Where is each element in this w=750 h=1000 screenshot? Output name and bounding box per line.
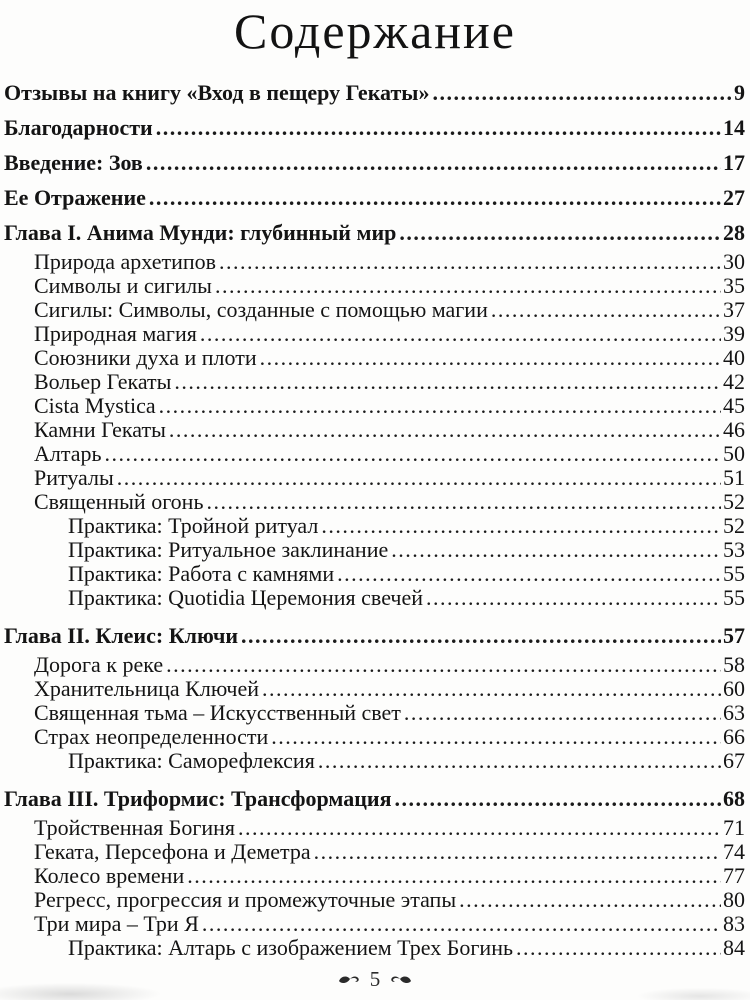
dot-leader (432, 81, 732, 105)
dot-leader (206, 490, 721, 514)
toc-entry-label: Тройственная Богиня (34, 815, 236, 840)
toc-entry-label: Глава II. Клеис: Ключи (4, 622, 239, 648)
dot-leader (459, 888, 721, 912)
toc-entry (4, 394, 745, 418)
floral-flourish-icon (388, 974, 412, 986)
footer-page-number: 5 (369, 967, 381, 991)
toc-entry-label: Благодарности (4, 114, 153, 140)
toc-entry (4, 442, 745, 466)
dot-leader (166, 653, 721, 677)
toc-entry-label: Три мира – Три Я (34, 911, 199, 936)
toc-entry (4, 274, 745, 298)
toc-entry (4, 653, 745, 677)
toc-entry (4, 864, 745, 888)
dot-leader (321, 514, 721, 538)
toc-entry-page-number: 27 (723, 184, 745, 210)
dot-leader (399, 221, 721, 245)
toc-entry-label: Камни Гекаты (34, 417, 166, 442)
toc-entry-page-number: 9 (734, 79, 745, 105)
toc-entry-page-number: 17 (723, 149, 745, 175)
toc-entry (4, 538, 745, 562)
dot-leader (394, 787, 721, 811)
toc-entry-page-number: 42 (723, 369, 745, 394)
toc-entry (4, 701, 745, 725)
dot-leader (260, 346, 721, 370)
toc-entry (4, 816, 745, 840)
toc-entry (4, 180, 745, 215)
toc-entry (4, 562, 745, 586)
dot-leader (404, 701, 721, 725)
toc-entry-page-number: 45 (723, 393, 745, 418)
toc-entry-page-number: 46 (723, 417, 745, 442)
toc-entry-page-number: 39 (723, 321, 745, 346)
toc-entry-page-number: 67 (723, 748, 745, 773)
toc-entry-label: Регресс, прогрессия и промежуточные этапы (34, 887, 457, 912)
dot-leader (117, 466, 721, 490)
toc-entry-page-number: 57 (723, 622, 745, 648)
dot-leader (314, 840, 721, 864)
toc-entry-label: Священный огонь (34, 489, 204, 514)
toc-entry (4, 936, 745, 960)
toc-entry-label: Практика: Ритуальное заклинание (68, 537, 389, 562)
floral-flourish-icon (338, 974, 362, 986)
toc-entry-page-number: 55 (723, 561, 745, 586)
dot-leader (200, 322, 721, 346)
toc-entry (4, 749, 745, 773)
toc-entry-page-number: 53 (723, 537, 745, 562)
dot-leader (159, 394, 721, 418)
toc-entry-page-number: 63 (723, 700, 745, 725)
toc-entry (4, 370, 745, 394)
dot-leader (156, 116, 721, 140)
toc-entry-label: Глава I. Анима Мунди: глубинный мир (4, 219, 397, 245)
dot-leader (202, 912, 721, 936)
toc-entry-page-number: 28 (723, 219, 745, 245)
toc-entry-label: Практика: Алтарь с изображением Трех Богинь (68, 935, 513, 960)
toc-entry-page-number: 37 (723, 297, 745, 322)
toc-entry-page-number: 52 (723, 513, 745, 538)
toc-entry-page-number: 40 (723, 345, 745, 370)
toc-entry-label: Геката, Персефона и Деметра (34, 839, 311, 864)
toc-entry (4, 677, 745, 701)
toc-entry (4, 618, 745, 653)
toc-entry-page-number: 35 (723, 273, 745, 298)
toc-entry-label: Практика: Работа с камнями (68, 561, 335, 586)
toc-entry-label: Природная магия (34, 321, 197, 346)
toc-entry-label: Хранительница Ключей (34, 676, 260, 701)
page-footer (0, 967, 750, 992)
toc-entry (4, 725, 745, 749)
dot-leader (215, 274, 721, 298)
dot-leader (491, 298, 721, 322)
toc-entry-label: Cista Mystica (34, 393, 156, 418)
toc-entry-page-number: 74 (723, 839, 745, 864)
toc-entry-label: Вольер Гекаты (34, 369, 172, 394)
dot-leader (241, 624, 721, 648)
toc-entry-page-number: 50 (723, 441, 745, 466)
dot-leader (146, 151, 721, 175)
toc-entry-label: Сигилы: Символы, созданные с помощью магии (34, 297, 488, 322)
toc-entry-page-number: 51 (723, 465, 745, 490)
toc-entry-label: Ритуалы (34, 465, 114, 490)
toc-entry (4, 912, 745, 936)
dot-leader (174, 370, 721, 394)
dot-leader (238, 816, 721, 840)
toc-entry-label: Природа архетипов (34, 249, 217, 274)
toc-entry-label: Дорога к реке (34, 652, 164, 677)
dot-leader (337, 562, 721, 586)
dot-leader (262, 677, 721, 701)
toc-entry-page-number: 55 (723, 585, 745, 610)
toc-entry-label: Глава III. Триформис: Трансформация (4, 785, 392, 811)
toc-entry-label: Алтарь (34, 441, 102, 466)
toc-entry (4, 888, 745, 912)
toc-entry-label: Колесо времени (34, 863, 185, 888)
toc-entry-page-number: 66 (723, 724, 745, 749)
dot-leader (391, 538, 721, 562)
toc-entry-page-number: 30 (723, 249, 745, 274)
dot-leader (169, 418, 721, 442)
toc-entry-page-number: 71 (723, 815, 745, 840)
toc-entry (4, 145, 745, 180)
toc-entry (4, 346, 745, 370)
dot-leader (516, 936, 721, 960)
toc-entry-page-number: 77 (723, 863, 745, 888)
toc-entry (4, 322, 745, 346)
toc-entry (4, 490, 745, 514)
dot-leader (318, 749, 721, 773)
toc-entry-label: Символы и сигилы (34, 273, 212, 298)
toc-entry (4, 514, 745, 538)
toc-entry-page-number: 83 (723, 911, 745, 936)
toc-entry-page-number: 84 (723, 935, 745, 960)
toc-entry-page-number: 60 (723, 676, 745, 701)
toc-entry-label: Практика: Тройной ритуал (68, 513, 319, 538)
toc-entry (4, 75, 745, 110)
toc-entry (4, 250, 745, 274)
toc-entry-label: Практика: Quotidia Церемония свечей (68, 585, 424, 610)
toc-entry (4, 110, 745, 145)
page-title: Содержание (234, 3, 516, 59)
toc-entry (4, 781, 745, 816)
toc-entry-label: Отзывы на книгу «Вход в пещеру Гекаты» (4, 79, 430, 105)
toc-entry-label: Союзники духа и плоти (34, 345, 257, 370)
toc-entry (4, 586, 745, 610)
toc-entry-page-number: 68 (723, 785, 745, 811)
table-of-contents (0, 75, 750, 960)
toc-entry (4, 215, 745, 250)
toc-entry-label: Практика: Саморефлексия (68, 748, 315, 773)
dot-leader (271, 725, 721, 749)
dot-leader (149, 186, 721, 210)
dot-leader (105, 442, 721, 466)
toc-entry-page-number: 58 (723, 652, 745, 677)
dot-leader (219, 250, 721, 274)
toc-entry-label: Страх неопределенности (34, 724, 269, 749)
toc-entry-label: Введение: Зов (4, 149, 143, 175)
dot-leader (426, 586, 721, 610)
toc-entry-label: Ее Отражение (4, 184, 146, 210)
toc-entry (4, 298, 745, 322)
toc-entry (4, 840, 745, 864)
toc-entry-page-number: 80 (723, 887, 745, 912)
toc-entry-page-number: 14 (723, 114, 745, 140)
toc-entry-page-number: 52 (723, 489, 745, 514)
toc-entry (4, 466, 745, 490)
dot-leader (187, 864, 721, 888)
toc-entry-label: Священная тьма – Искусственный свет (34, 700, 401, 725)
toc-entry (4, 418, 745, 442)
